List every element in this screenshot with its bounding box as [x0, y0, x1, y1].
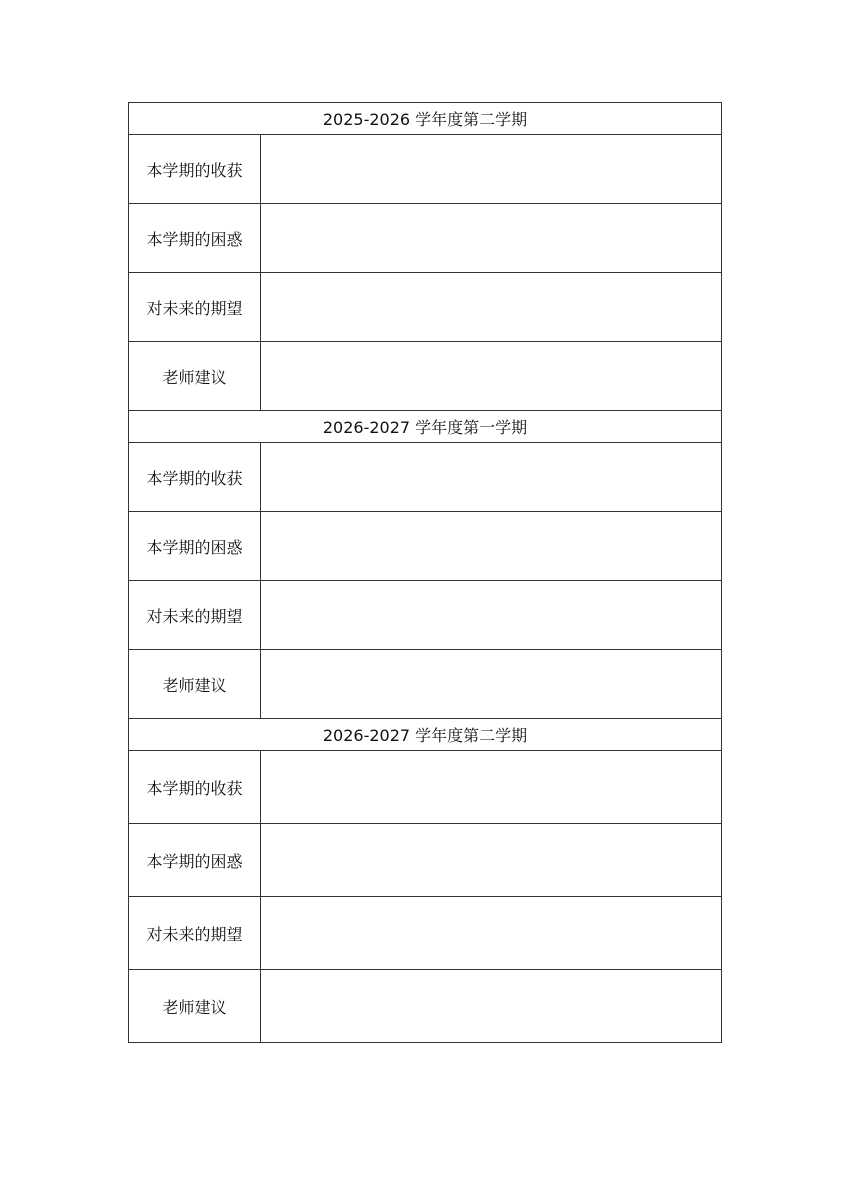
teacher-advice-field[interactable] — [261, 650, 722, 719]
row-label-gains: 本学期的收获 — [129, 751, 261, 824]
term-title: 2026-2027 学年度第二学期 — [129, 719, 722, 751]
row-label-confusions: 本学期的困惑 — [129, 824, 261, 897]
table-row — [129, 204, 722, 273]
row-label-gains: 本学期的收获 — [129, 135, 261, 204]
row-label-teacher-advice: 老师建议 — [129, 650, 261, 719]
confusions-field[interactable] — [261, 824, 722, 897]
row-label-expectations: 对未来的期望 — [129, 581, 261, 650]
row-label-expectations: 对未来的期望 — [129, 897, 261, 970]
table-row — [129, 342, 722, 411]
table-row — [129, 273, 722, 342]
row-label-teacher-advice: 老师建议 — [129, 970, 261, 1043]
gains-field[interactable] — [261, 751, 722, 824]
table-row — [129, 650, 722, 719]
table-row — [129, 970, 722, 1043]
teacher-advice-field[interactable] — [261, 970, 722, 1043]
term-header-row — [129, 411, 722, 443]
table-row — [129, 443, 722, 512]
expectations-field[interactable] — [261, 273, 722, 342]
row-label-confusions: 本学期的困惑 — [129, 204, 261, 273]
gains-field[interactable] — [261, 443, 722, 512]
row-label-gains: 本学期的收获 — [129, 443, 261, 512]
term-title: 2025-2026 学年度第二学期 — [129, 103, 722, 135]
table-row — [129, 581, 722, 650]
table-row — [129, 897, 722, 970]
table-row — [129, 512, 722, 581]
confusions-field[interactable] — [261, 512, 722, 581]
teacher-advice-field[interactable] — [261, 342, 722, 411]
expectations-field[interactable] — [261, 897, 722, 970]
table-row — [129, 751, 722, 824]
table-row — [129, 824, 722, 897]
row-label-confusions: 本学期的困惑 — [129, 512, 261, 581]
gains-field[interactable] — [261, 135, 722, 204]
row-label-teacher-advice: 老师建议 — [129, 342, 261, 411]
term-header-row — [129, 103, 722, 135]
expectations-field[interactable] — [261, 581, 722, 650]
table-row — [129, 135, 722, 204]
row-label-expectations: 对未来的期望 — [129, 273, 261, 342]
confusions-field[interactable] — [261, 204, 722, 273]
term-title: 2026-2027 学年度第一学期 — [129, 411, 722, 443]
term-header-row — [129, 719, 722, 751]
reflection-form — [128, 102, 721, 1043]
reflection-table — [128, 102, 722, 1043]
